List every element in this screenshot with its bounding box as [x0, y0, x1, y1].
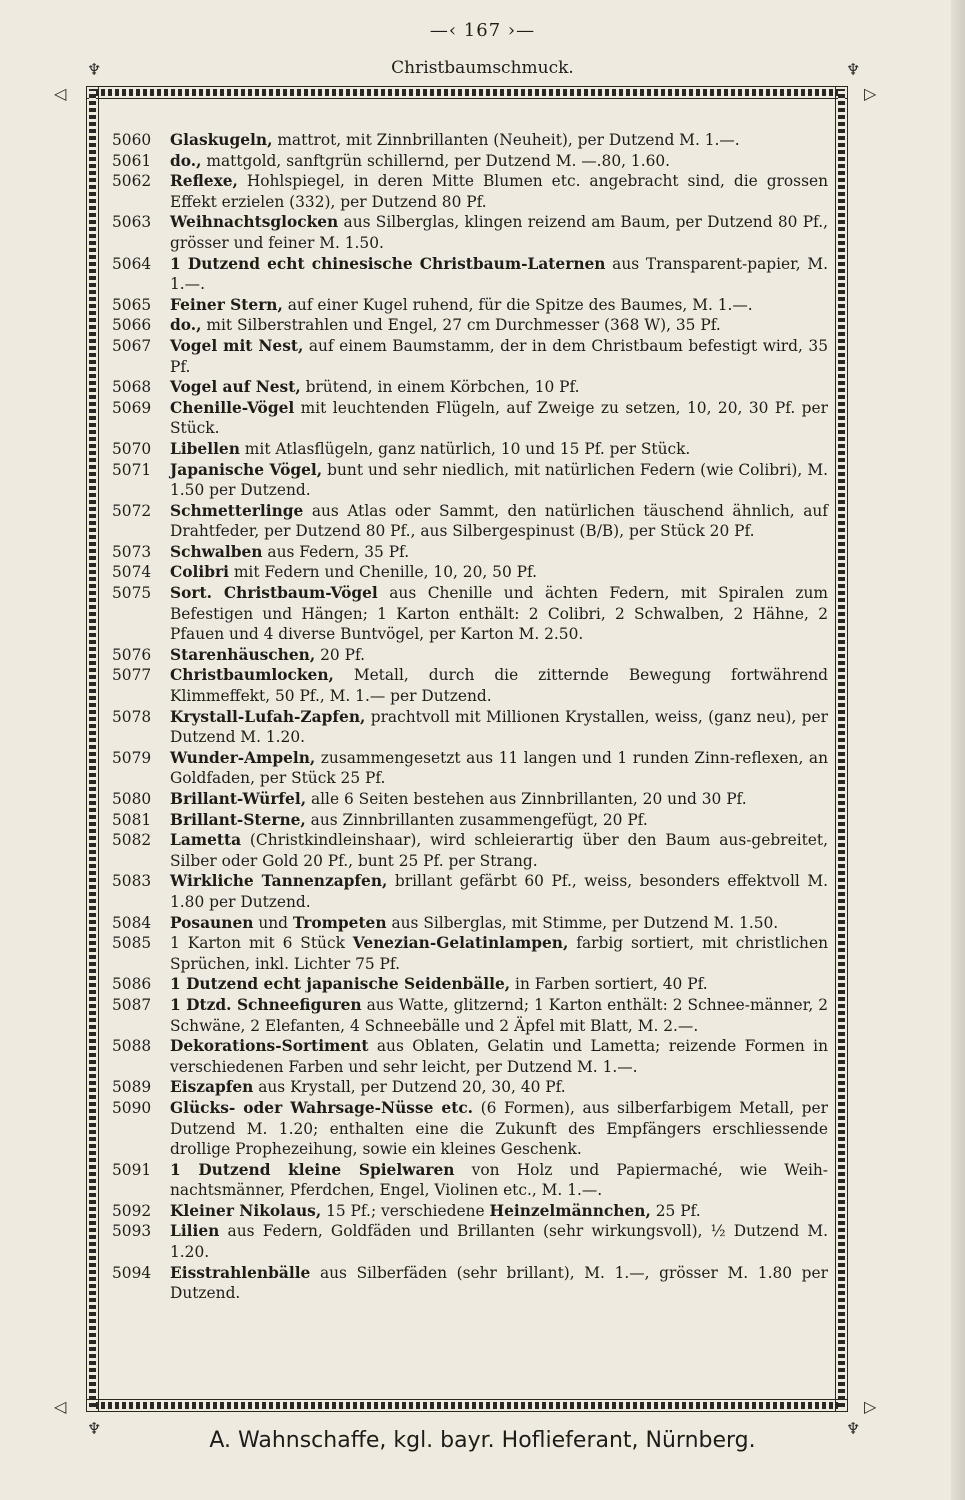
catalog-entry — [112, 398, 828, 439]
item-description: aus Silberglas, klingen reizend am Baum, per Dutzend 80 Pf., grösser und feiner M. 1.50. — [170, 213, 828, 252]
item-name: Eisstrahlenbälle — [170, 1263, 311, 1282]
page-number: —‹ 167 ›— — [429, 20, 536, 41]
item-number: 5084 — [112, 913, 152, 932]
item-description: aus Zinnbrillanten zusammengefügt, 20 Pf. — [305, 810, 648, 829]
item-description: farbig sortiert, mit christlichen Sprüchen, inkl. Lichter 75 Pf. — [170, 934, 828, 973]
item-description: mit leuchtenden Flügeln, auf Zweige zu setzen, 10, 20, 30 Pf. per Stück. — [170, 398, 828, 438]
item-description: von Holz und Papiermaché, wie Weih-nachtsmänner, Pferdchen, Engel, Violinen etc., M. 1.—. — [170, 1160, 829, 1200]
item-name: Venezian-Gelatinlampen, — [352, 934, 569, 953]
page-edge — [951, 0, 965, 1500]
item-number: 5094 — [112, 1263, 152, 1282]
item-description: auf einem Baumstamm, der in dem Christbaum befestigt wird, 35 Pf. — [170, 336, 828, 376]
item-description: (6 Formen), aus silberfarbigem Metall, per Dutzend M. 1.20; enthalten eine die Zukunft des Empfängers erschliessende drollige Prophezeihung, sowie ein kleines Geschenk. — [170, 1098, 828, 1159]
corner-ornament-icon: ▷ — [864, 1397, 877, 1416]
item-name: Brillant-Sterne, — [170, 810, 306, 829]
item-description: in Farben sortiert, 40 Pf. — [510, 975, 708, 994]
item-name: Reflexe, — [170, 172, 238, 191]
item-description: Metall, durch die zitternde Bewegung fortwährend Klimmeffekt, 50 Pf., M. 1.— per Dutzend. — [170, 666, 828, 706]
catalog-entry — [112, 254, 828, 295]
item-number: 5072 — [112, 501, 152, 520]
item-number: 5088 — [112, 1037, 152, 1056]
item-number: 5063 — [112, 213, 152, 232]
item-name: Glücks- oder Wahrsage-Nüsse etc. — [170, 1098, 474, 1117]
item-number: 5062 — [112, 172, 152, 191]
catalog-entry — [112, 1221, 828, 1262]
item-name: Chenille-Vögel — [170, 398, 295, 417]
item-number: 5089 — [112, 1078, 152, 1097]
catalog-entry — [112, 748, 828, 789]
corner-ornament-icon: ◁ — [54, 84, 67, 103]
running-head: Christbaumschmuck. — [391, 58, 574, 78]
item-description: 25 Pf. — [650, 1201, 701, 1220]
item-description: aus Silberfäden (sehr brillant), M. 1.—, grösser M. 1.80 per Dutzend. — [170, 1263, 828, 1303]
item-number: 5093 — [112, 1222, 152, 1241]
item-description: prachtvoll mit Millionen Krystallen, weiss, (ganz neu), per Dutzend M. 1.20. — [170, 707, 828, 747]
catalog-entry — [112, 295, 828, 316]
catalog-entry — [112, 974, 828, 995]
frame-right-rail — [835, 86, 848, 1412]
catalog-entry — [112, 810, 828, 831]
item-number: 5080 — [112, 790, 152, 808]
item-description: Hohlspiegel, in deren Mitte Blumen etc. angebracht sind, die grossen Effekt erzielen (332), per Dutzend 80 Pf. — [170, 172, 828, 211]
item-description: 15 Pf.; verschiedene — [321, 1201, 490, 1220]
catalog-entry — [112, 501, 828, 542]
item-description: aus Atlas oder Sammt, den natürlichen täuschend ähnlich, auf Drahtfeder, per Dutzend 80 Pf., aus Silbergespinust (B/B), per Stück 20 Pf. — [170, 501, 828, 541]
catalog-entry — [112, 995, 828, 1036]
catalog-entry — [112, 645, 828, 666]
item-description: auf einer Kugel ruhend, für die Spitze des Baumes, M. 1.—. — [282, 295, 753, 314]
item-description: aus Federn, Goldfäden und Brillanten (sehr wirkungsvoll), ½ Dutzend M. 1.20. — [170, 1222, 828, 1262]
item-number: 5065 — [112, 295, 152, 314]
item-number: 5078 — [112, 707, 152, 726]
catalog-entry — [112, 439, 828, 460]
item-name: Eiszapfen — [170, 1078, 254, 1097]
corner-ornament-icon: ◁ — [54, 1397, 67, 1416]
catalog-entry — [112, 1263, 828, 1304]
catalog-entry — [112, 913, 828, 934]
finial-ornament-icon: ♆ — [846, 60, 861, 79]
catalog-entry — [112, 933, 828, 974]
item-number: 5086 — [112, 975, 152, 994]
item-name: 1 Dutzend echt chinesische Christbaum-Laternen — [170, 254, 606, 273]
item-name: do., — [170, 151, 202, 170]
item-number: 5075 — [112, 584, 152, 603]
item-number: 5082 — [112, 831, 152, 850]
item-number: 5083 — [112, 872, 152, 891]
catalog-entry — [112, 1036, 828, 1077]
item-number: 5079 — [112, 748, 152, 767]
item-description: mattrot, mit Zinnbrillanten (Neuheit), per Dutzend M. 1.—. — [272, 131, 740, 149]
item-number: 5070 — [112, 439, 152, 458]
catalog-entry — [112, 212, 828, 253]
item-description: brillant gefärbt 60 Pf., weiss, besonders effektvoll M. 1.80 per Dutzend. — [170, 872, 828, 911]
item-name: Trompeten — [292, 913, 387, 932]
item-description: bunt und sehr niedlich, mit natürlichen Federn (wie Colibri), M. 1.50 per Dutzend. — [170, 460, 829, 500]
catalog-entry — [112, 583, 828, 645]
catalog-entry — [112, 562, 828, 583]
item-name: Wunder-Ampeln, — [170, 748, 316, 767]
catalog-entry — [112, 1160, 828, 1201]
item-name: Lametta — [170, 831, 242, 850]
item-description: und — [253, 913, 293, 932]
item-name: Weihnachtsglocken — [170, 213, 339, 232]
catalog-entry — [112, 171, 828, 212]
item-number: 5068 — [112, 378, 152, 397]
item-name: Christbaumlocken, — [170, 666, 334, 685]
item-description: mit Silberstrahlen und Engel, 27 cm Durchmesser (368 W), 35 Pf. — [201, 316, 721, 335]
item-name: Wirkliche Tannenzapfen, — [170, 872, 388, 891]
catalog-entries — [112, 130, 828, 1304]
item-description: brütend, in einem Körbchen, 10 Pf. — [300, 378, 580, 397]
item-prefix: 1 Karton mit 6 Stück — [170, 934, 353, 953]
item-number: 5061 — [112, 151, 152, 170]
item-number: 5077 — [112, 666, 152, 685]
catalog-entry — [112, 1201, 828, 1222]
item-name: Colibri — [170, 563, 229, 582]
catalog-entry — [112, 542, 828, 563]
item-number: 5074 — [112, 563, 152, 582]
item-number: 5076 — [112, 645, 152, 664]
frame-top-rail — [86, 86, 848, 99]
item-description: aus Transparent-papier, M. 1.—. — [170, 254, 829, 294]
item-description: aus Krystall, per Dutzend 20, 30, 40 Pf. — [253, 1078, 566, 1097]
item-description: (Christkindleinshaar), wird schleierartig über den Baum aus-gebreitet, Silber oder Gold 20 Pf., bunt 25 Pf. per Strang. — [170, 831, 828, 870]
item-number: 5090 — [112, 1098, 152, 1117]
item-description: mit Atlasflügeln, ganz natürlich, 10 und 15 Pf. per Stück. — [239, 439, 691, 458]
item-name: Dekorations-Sortiment — [170, 1037, 369, 1056]
item-description: aus Oblaten, Gelatin und Lametta; reizende Formen in verschiedenen Farben und sehr leicht, per Dutzend M. 1.—. — [170, 1037, 828, 1076]
item-description: aus Silberglas, mit Stimme, per Dutzend M. 1.50. — [386, 913, 779, 932]
item-name: Brillant-Würfel, — [170, 790, 307, 808]
item-name: 1 Dtzd. Schneefiguren — [170, 995, 362, 1014]
item-name: Schmetterlinge — [170, 501, 304, 520]
catalog-entry — [112, 830, 828, 871]
item-number: 5069 — [112, 398, 152, 417]
item-name: Lilien — [170, 1222, 220, 1241]
item-name: 1 Dutzend echt japanische Seidenbälle, — [170, 975, 511, 994]
item-number: 5071 — [112, 460, 152, 479]
finial-ornament-icon: ♆ — [87, 60, 102, 79]
catalog-entry — [112, 707, 828, 748]
item-number: 5092 — [112, 1201, 152, 1220]
item-name: 1 Dutzend kleine Spielwaren — [170, 1160, 455, 1179]
item-number: 5091 — [112, 1160, 152, 1179]
item-description: aus Federn, 35 Pf. — [262, 542, 410, 561]
item-name: Libellen — [170, 439, 240, 458]
item-number: 5087 — [112, 995, 152, 1014]
item-number: 5066 — [112, 316, 152, 335]
item-number: 5067 — [112, 336, 152, 355]
item-name: do., — [170, 316, 202, 335]
item-description: aus Watte, glitzernd; 1 Karton enthält: 2 Schnee-männer, 2 Schwäne, 2 Elefanten, 4 Schneebälle und 2 Äpfel mit Blatt, M. 2.—. — [170, 995, 828, 1035]
item-number: 5073 — [112, 542, 152, 561]
finial-ornament-icon: ♆ — [846, 1419, 861, 1438]
item-name: Posaunen — [170, 913, 254, 932]
item-description: zusammengesetzt aus 11 langen und 1 runden Zinn-reflexen, an Goldfaden, per Stück 25 Pf. — [170, 748, 828, 788]
corner-ornament-icon: ▷ — [864, 84, 877, 103]
item-number: 5064 — [112, 254, 152, 273]
item-number: 5060 — [112, 131, 152, 149]
item-description: mit Federn und Chenille, 10, 20, 50 Pf. — [228, 563, 538, 582]
item-name: Japanische Vögel, — [170, 460, 323, 479]
item-name: Vogel auf Nest, — [170, 378, 301, 397]
item-name: Sort. Christbaum-Vögel — [170, 584, 378, 603]
catalog-entry — [112, 336, 828, 377]
item-name: Vogel mit Nest, — [170, 336, 304, 355]
publisher-footer: A. Wahnschaffe, kgl. bayr. Hoflieferant, Nürnberg. — [209, 1428, 756, 1453]
frame-bottom-rail — [86, 1399, 848, 1412]
catalog-entry — [112, 377, 828, 398]
item-number: 5081 — [112, 810, 152, 829]
catalog-entry — [112, 151, 828, 172]
item-name: Glaskugeln, — [170, 131, 273, 149]
catalog-entry — [112, 315, 828, 336]
catalog-entry — [112, 1077, 828, 1098]
catalog-entry — [112, 460, 828, 501]
catalog-entry — [112, 665, 828, 706]
frame-left-rail — [86, 86, 99, 1412]
item-name: Krystall-Lufah-Zapfen, — [170, 707, 366, 726]
item-name: Heinzelmännchen, — [489, 1201, 651, 1220]
item-description: alle 6 Seiten bestehen aus Zinnbrillanten, 20 und 30 Pf. — [306, 790, 747, 808]
catalog-entry — [112, 871, 828, 912]
catalog-entry — [112, 1098, 828, 1160]
item-number: 5085 — [112, 934, 152, 953]
item-name: Schwalben — [170, 542, 263, 561]
item-description: 20 Pf. — [315, 645, 365, 664]
item-name: Starenhäuschen, — [170, 645, 316, 664]
catalog-entry — [112, 789, 828, 810]
item-name: Kleiner Nikolaus, — [170, 1201, 322, 1220]
item-description: mattgold, sanftgrün schillernd, per Dutzend M. —.80, 1.60. — [201, 151, 671, 170]
finial-ornament-icon: ♆ — [87, 1419, 102, 1438]
item-name: Feiner Stern, — [170, 295, 283, 314]
catalog-entry — [112, 130, 828, 151]
item-description: aus Chenille und ächten Federn, mit Spiralen zum Befestigen und Hängen; 1 Karton enthält: 2 Colibri, 2 Schwalben, 2 Hähne, 2 Pfauen und 4 diverse Buntvögel, per Karton M. 2.50. — [170, 584, 828, 644]
